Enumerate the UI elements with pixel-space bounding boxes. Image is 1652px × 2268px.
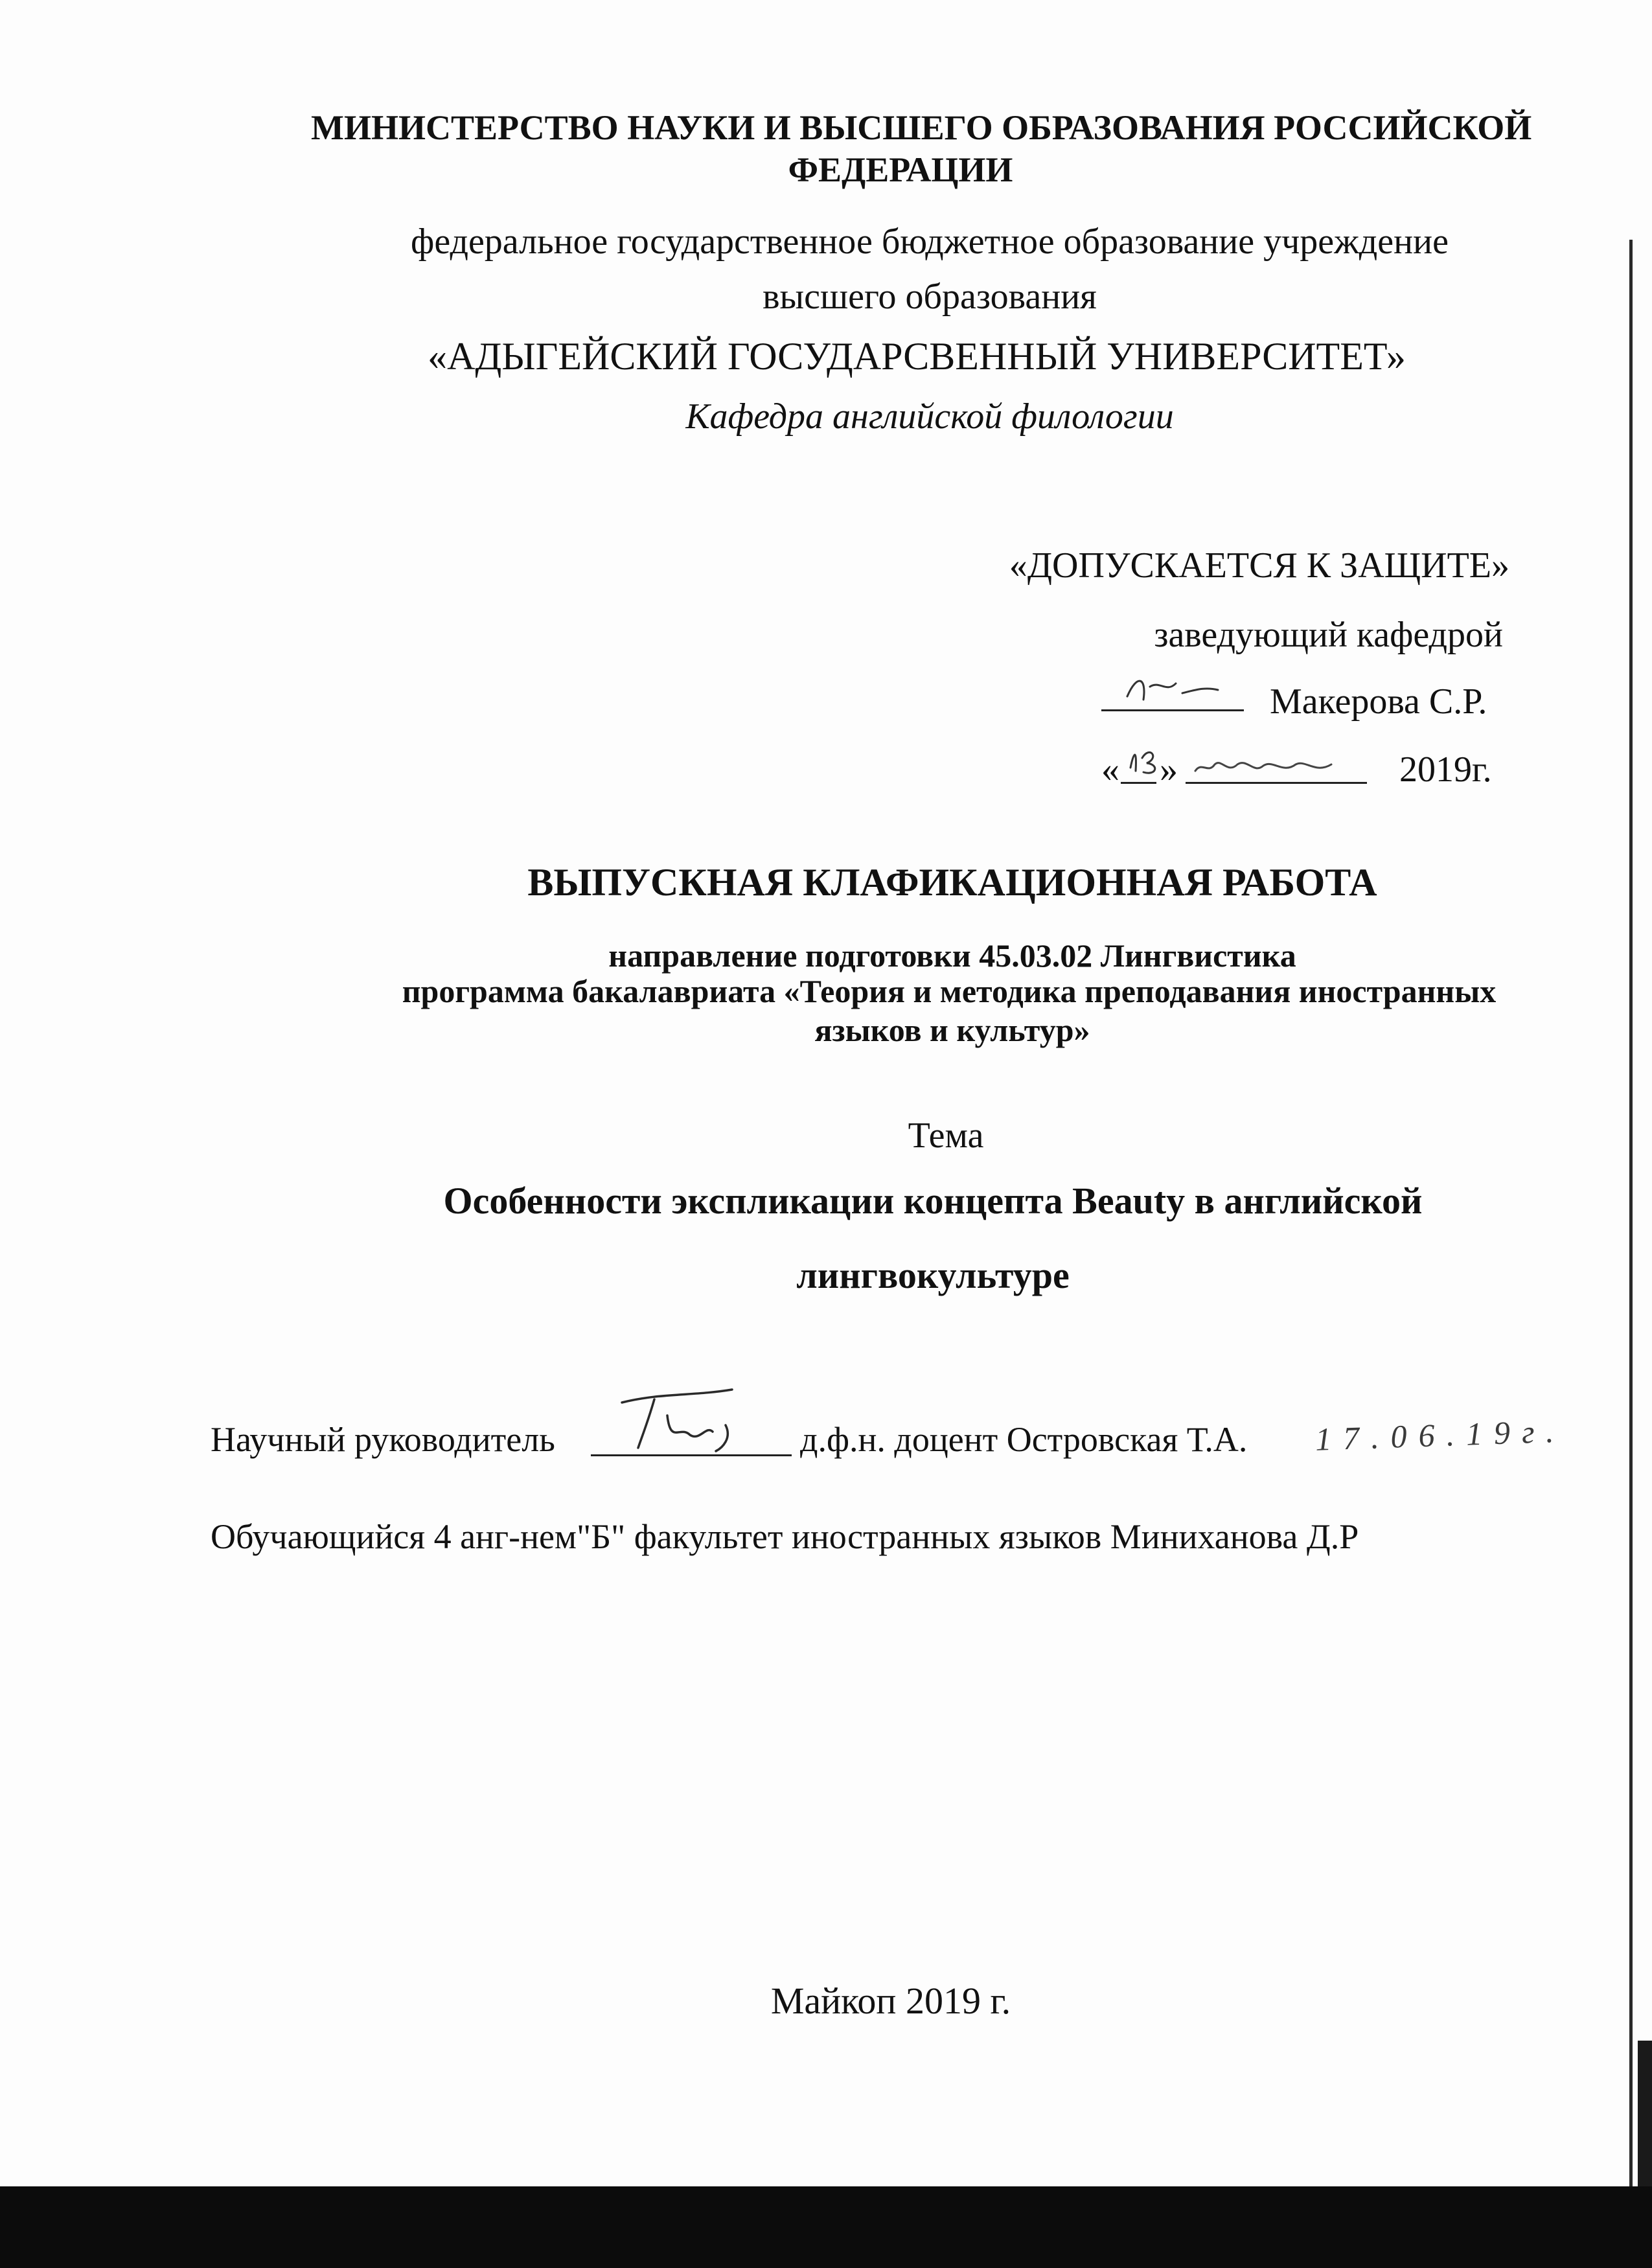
topic-line-2: лингвокультуре [796, 1254, 1070, 1296]
work-direction: направление подготовки 45.03.02 Лингвистика [608, 937, 1296, 974]
supervisor-signature-icon [609, 1386, 777, 1458]
scan-bottom-border [0, 2186, 1652, 2268]
ministry-line-2: ФЕДЕРАЦИИ [788, 150, 1013, 189]
scan-edge-shadow [1629, 240, 1633, 2190]
date-month-handwriting-icon [1192, 745, 1348, 781]
university-name: «АДЫГЕЙСКИЙ ГОСУДАРСВЕННЫЙ УНИВЕРСИТЕТ» [428, 335, 1406, 378]
institution-line-1: федеральное государственное бюджетное образование учреждение [411, 222, 1449, 262]
supervisor-label: Научный руководитель [211, 1420, 555, 1459]
supervisor-handwritten-date: 17.06.19г. [1314, 1412, 1566, 1458]
date-year: 2019г. [1399, 750, 1492, 790]
scan-edge-mark [1638, 2041, 1652, 2190]
work-title: ВЫПУСКНАЯ КЛАФИКАЦИОННАЯ РАБОТА [527, 861, 1377, 904]
department-name: Кафедра английской филологии [685, 396, 1174, 437]
date-close-quote: » [1160, 750, 1178, 790]
topic-line-1: Особенности экспликации концепта Beauty в английской [443, 1180, 1423, 1222]
date-day-blank [1121, 782, 1156, 784]
head-signature-icon [1121, 661, 1231, 713]
approval-position: заведующий кафедрой [1154, 615, 1503, 655]
date-open-quote: « [1101, 750, 1119, 790]
city-year: Майкоп 2019 г. [770, 1980, 1011, 2022]
ministry-line-1: МИНИСТЕРСТВО НАУКИ И ВЫСШЕГО ОБРАЗОВАНИЯ РОССИЙСКОЙ [311, 108, 1532, 147]
topic-label: Тема [908, 1116, 984, 1156]
supervisor-info: д.ф.н. доцент Островская Т.А. [800, 1420, 1248, 1459]
work-program-line-2: языков и культур» [814, 1012, 1090, 1048]
work-program-line-1: программа бакалавриата «Теория и методика преподавания иностранных [402, 973, 1497, 1009]
approval-title: «ДОПУСКАЕТСЯ К ЗАЩИТЕ» [1009, 545, 1509, 586]
date-month-blank [1186, 782, 1367, 784]
institution-line-2: высшего образования [763, 277, 1097, 317]
date-day-handwriting-icon [1124, 739, 1163, 777]
head-name: Макерова С.Р. [1270, 682, 1487, 722]
student-line: Обучающийся 4 анг-нем"Б" факультет иностранных языков Миниханова Д.Р [211, 1517, 1359, 1556]
